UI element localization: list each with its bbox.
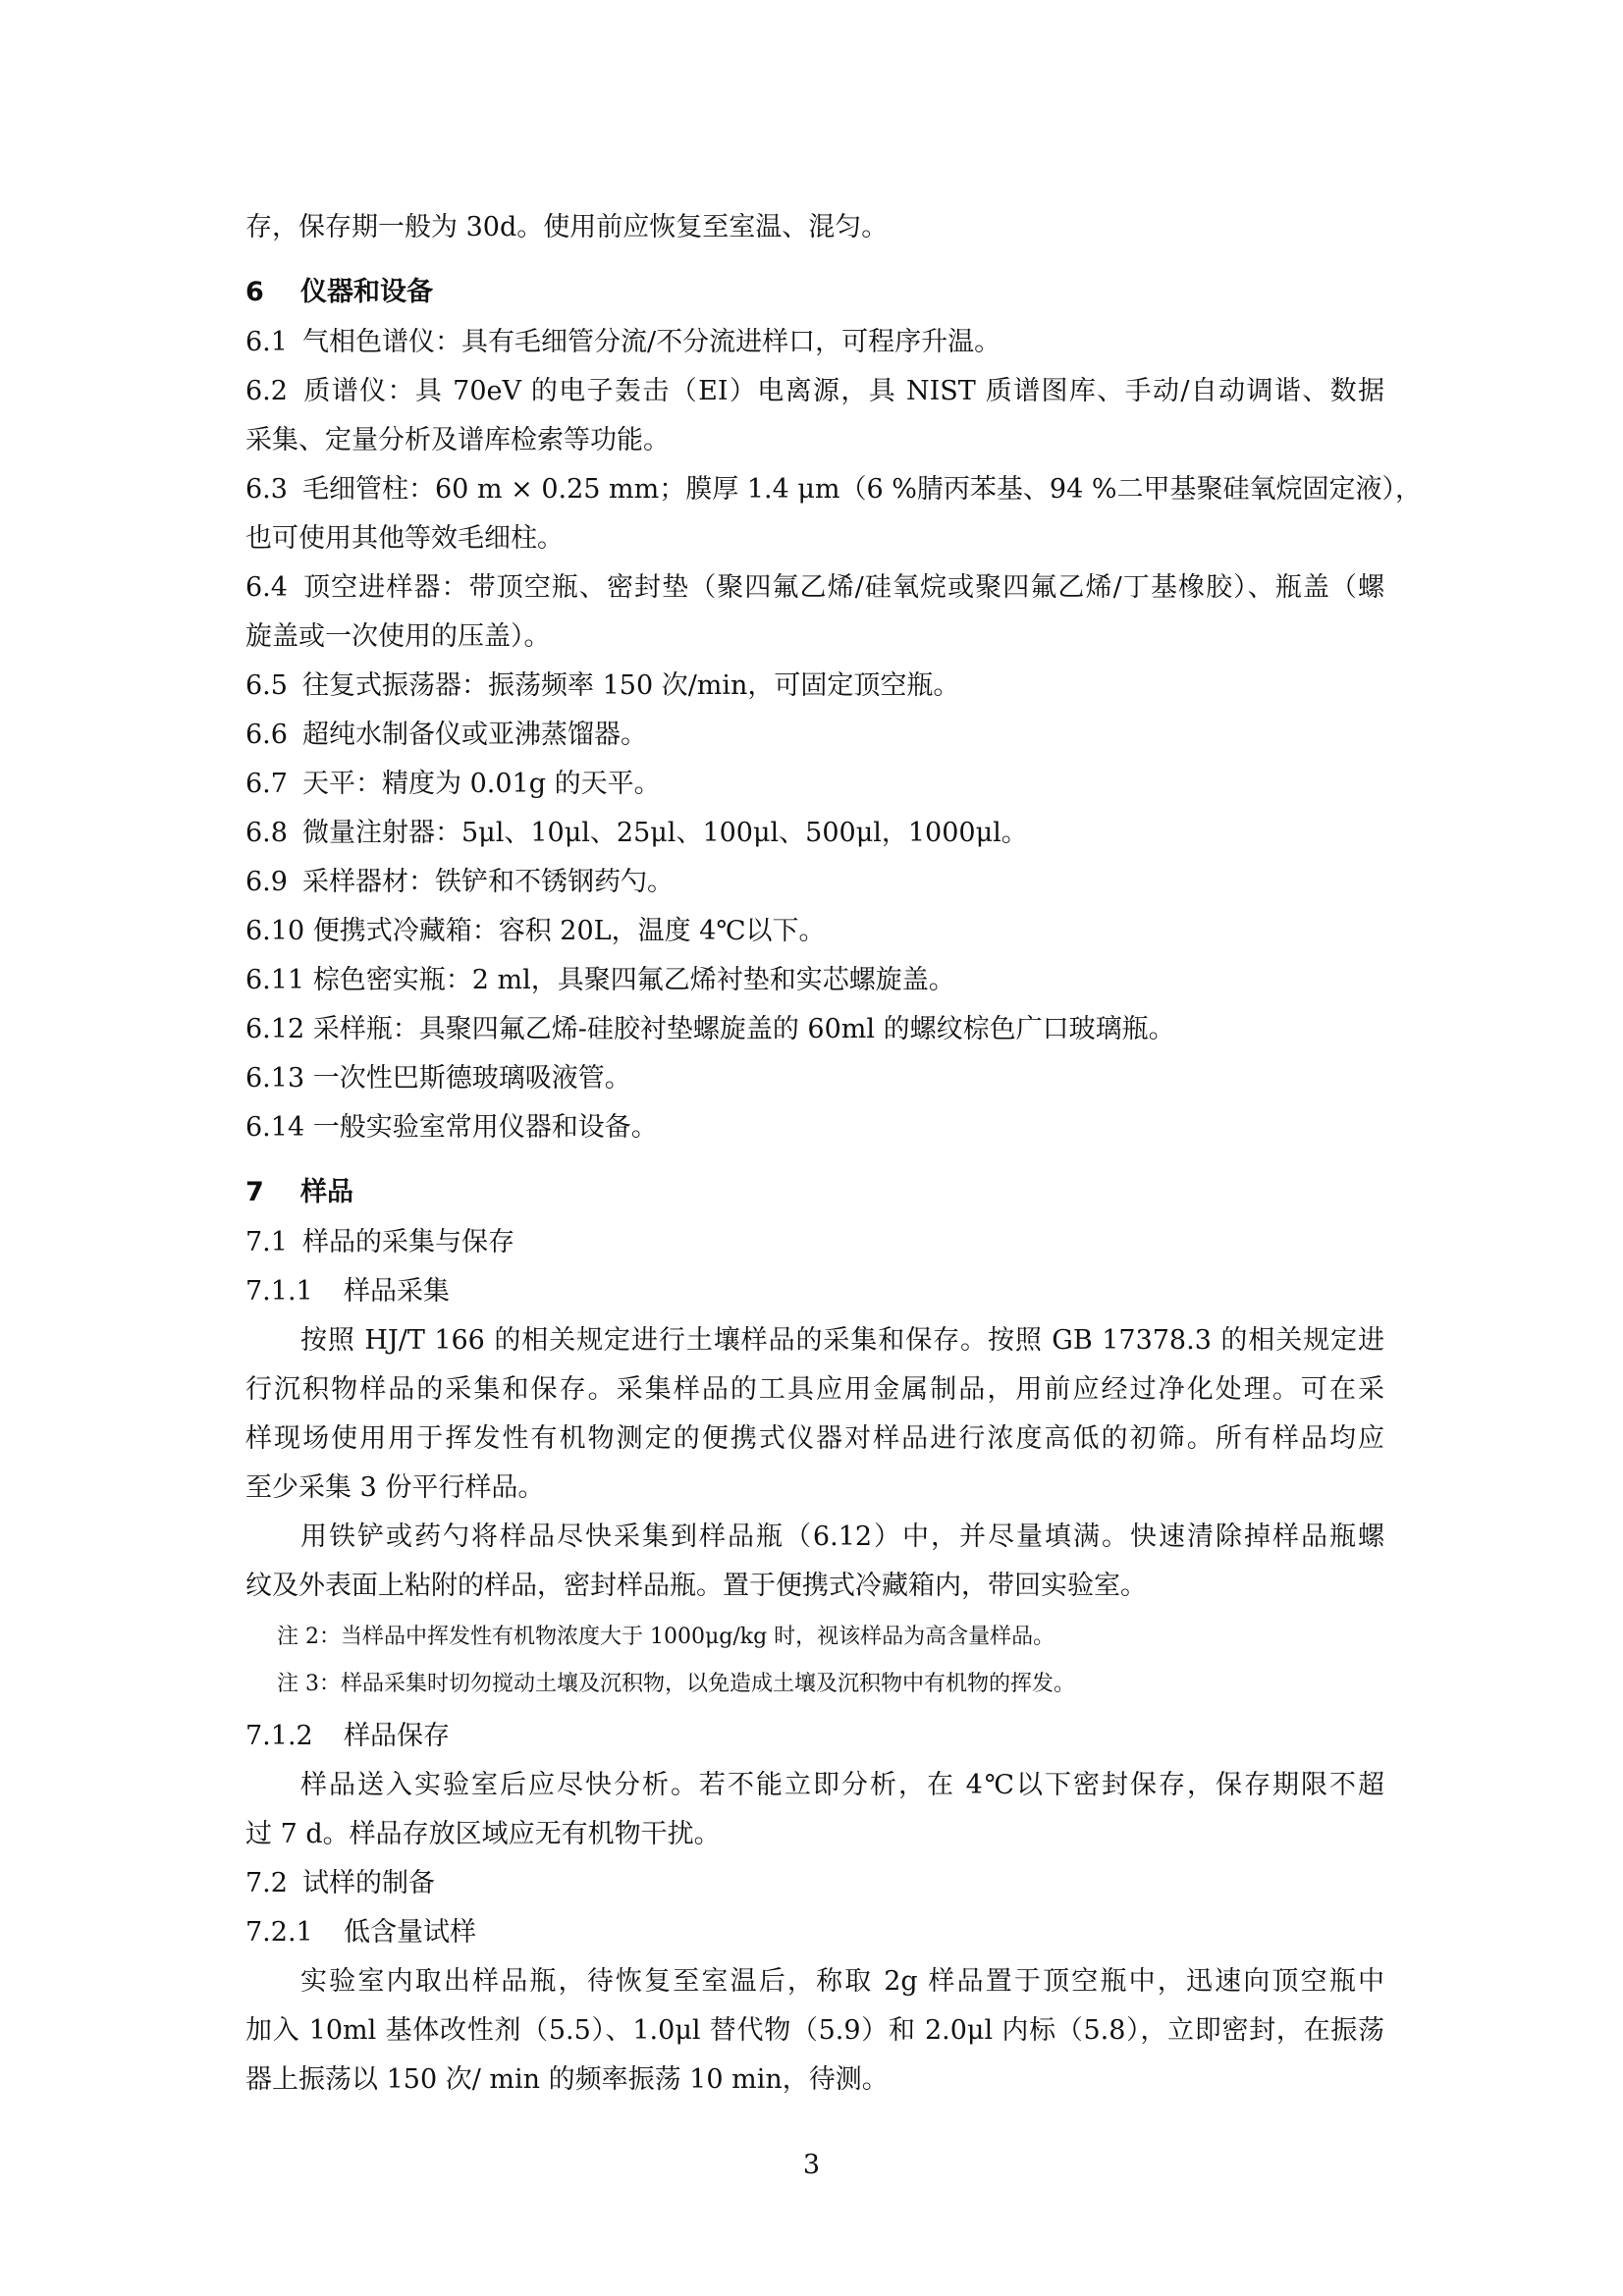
item-text: 往复式振荡器：振荡频率 150 次/min，可固定顶空瓶。	[302, 670, 960, 701]
list-item-6-2	[245, 373, 1384, 410]
paragraph-line: 过 7 d。样品存放区域应无有机物干扰。	[245, 1819, 721, 1849]
section-number: 7.2	[245, 1868, 288, 1898]
paragraph-line: 按照 HJ/T 166 的相关规定进行土壤样品的采集和保存。按照 GB 17378.3 的相关规定进	[300, 1325, 1384, 1356]
section-heading-7	[245, 1174, 1384, 1211]
text-line: 存，保存期一般为 30d。使用前应恢复至室温、混匀。	[245, 212, 889, 242]
paragraph-line: 器上振荡以 150 次/ min 的频率振荡 10 min，待测。	[245, 2064, 889, 2095]
list-item-6-5	[245, 667, 1384, 705]
section-title: 仪器和设备	[300, 277, 433, 307]
section-title: 样品采集	[344, 1276, 450, 1307]
item-number: 6.7	[245, 769, 288, 799]
item-number: 6.5	[245, 670, 288, 701]
list-item-6-1	[245, 324, 1384, 361]
text-line: 也可使用其他等效毛细柱。	[245, 523, 564, 554]
item-number: 6.9	[245, 867, 288, 897]
note-2: 注 2：当样品中挥发性有机物浓度大于 1000μg/kg 时，视该样品为高含量样品。	[277, 1625, 1055, 1649]
section-number: 7	[245, 1177, 264, 1207]
list-item-6-10: 6.10 便携式冷藏箱：容积 20L，温度 4℃以下。	[245, 916, 826, 946]
list-item-6-13: 6.13 一次性巴斯德玻璃吸液管。	[245, 1063, 631, 1094]
section-number: 7.1.2	[245, 1721, 313, 1751]
section-number: 7.1	[245, 1227, 288, 1257]
item-text: 气相色谱仪：具有毛细管分流/不分流进样口，可程序升温。	[302, 327, 1001, 357]
item-text: 采样器材：铁铲和不锈钢药勺。	[302, 867, 674, 897]
paragraph-line: 样现场使用用于挥发性有机物测定的便携式仪器对样品进行浓度高低的初筛。所有样品均应	[245, 1423, 1384, 1454]
list-item-6-8	[245, 815, 1384, 852]
list-item-6-7	[245, 766, 1384, 803]
list-item-6-12: 6.12 采样瓶：具聚四氟乙烯-硅胶衬垫螺旋盖的 60ml 的螺纹棕色广口玻璃瓶。	[245, 1014, 1175, 1044]
section-title: 样品的采集与保存	[302, 1227, 514, 1257]
text-line: 采集、定量分析及谱库检索等功能。	[245, 425, 670, 455]
paragraph-line: 至少采集 3 份平行样品。	[245, 1472, 545, 1503]
paragraph-line: 实验室内取出样品瓶，待恢复至室温后，称取 2g 样品置于顶空瓶中，迅速向顶空瓶中	[300, 1966, 1384, 1997]
list-item-6-14: 6.14 一般实验室常用仪器和设备。	[245, 1112, 658, 1143]
list-item-6-4	[245, 569, 1384, 607]
section-number: 7.1.1	[245, 1276, 313, 1307]
item-text: 天平：精度为 0.01g 的天平。	[302, 769, 661, 799]
paragraph-line: 行沉积物样品的采集和保存。采集样品的工具应用金属制品，用前应经过净化处理。可在采	[245, 1374, 1384, 1405]
subsection-heading-7-1	[245, 1224, 1384, 1261]
subsection-heading-7-2-1	[245, 1914, 1384, 1951]
paragraph-line: 样品送入实验室后应尽快分析。若不能立即分析，在 4℃以下密封保存，保存期限不超	[300, 1770, 1384, 1800]
subsection-heading-7-2	[245, 1865, 1384, 1902]
item-text: 质谱仪：具 70eV 的电子轰击（EI）电离源，具 NIST 质谱图库、手动/自动调谐、数据	[302, 376, 1384, 406]
item-number: 6.3	[245, 474, 288, 505]
item-number: 6.4	[245, 572, 288, 603]
section-title: 样品保存	[344, 1721, 450, 1751]
paragraph-line: 纹及外表面上粘附的样品，密封样品瓶。置于便携式冷藏箱内，带回实验室。	[245, 1571, 1147, 1601]
text-line: 旋盖或一次使用的压盖）。	[245, 621, 551, 652]
section-number: 6	[245, 277, 264, 307]
paragraph-line: 加入 10ml 基体改性剂（5.5）、1.0μl 替代物（5.9）和 2.0μl 内标（5.8），立即密封，在振荡	[245, 2015, 1384, 2046]
item-number: 6.1	[245, 327, 288, 357]
section-heading-6	[245, 274, 1384, 311]
page-number: 3	[802, 2150, 821, 2180]
subsection-heading-7-1-1	[245, 1273, 1384, 1310]
paragraph-line: 用铁铲或药勺将样品尽快采集到样品瓶（6.12）中，并尽量填满。快速清除掉样品瓶螺	[300, 1522, 1384, 1552]
section-number: 7.2.1	[245, 1917, 313, 1948]
section-title: 样品	[300, 1177, 353, 1207]
list-item-6-9	[245, 864, 1384, 901]
item-number: 6.2	[245, 376, 288, 406]
item-text: 超纯水制备仪或亚沸蒸馏器。	[302, 720, 647, 750]
item-number: 6.8	[245, 818, 288, 848]
section-title: 低含量试样	[344, 1917, 476, 1948]
item-text: 毛细管柱：60 m × 0.25 mm；膜厚 1.4 μm（6 %腈丙苯基、94 %二甲基聚硅氧烷固定液），	[302, 474, 1422, 505]
subsection-heading-7-1-2	[245, 1718, 1384, 1755]
item-number: 6.6	[245, 720, 288, 750]
section-title: 试样的制备	[302, 1868, 435, 1898]
list-item-6-6	[245, 717, 1384, 754]
item-text: 顶空进样器：带顶空瓶、密封垫（聚四氟乙烯/硅氧烷或聚四氟乙烯/丁基橡胶）、瓶盖（螺	[302, 572, 1384, 603]
item-text: 微量注射器：5μl、10μl、25μl、100μl、500μl，1000μl。	[302, 818, 1028, 848]
list-item-6-11: 6.11 棕色密实瓶：2 ml，具聚四氟乙烯衬垫和实芯螺旋盖。	[245, 965, 955, 995]
note-3: 注 3：样品采集时切勿搅动土壤及沉积物，以免造成土壤及沉积物中有机物的挥发。	[277, 1672, 1075, 1696]
list-item-6-3	[245, 471, 1422, 508]
